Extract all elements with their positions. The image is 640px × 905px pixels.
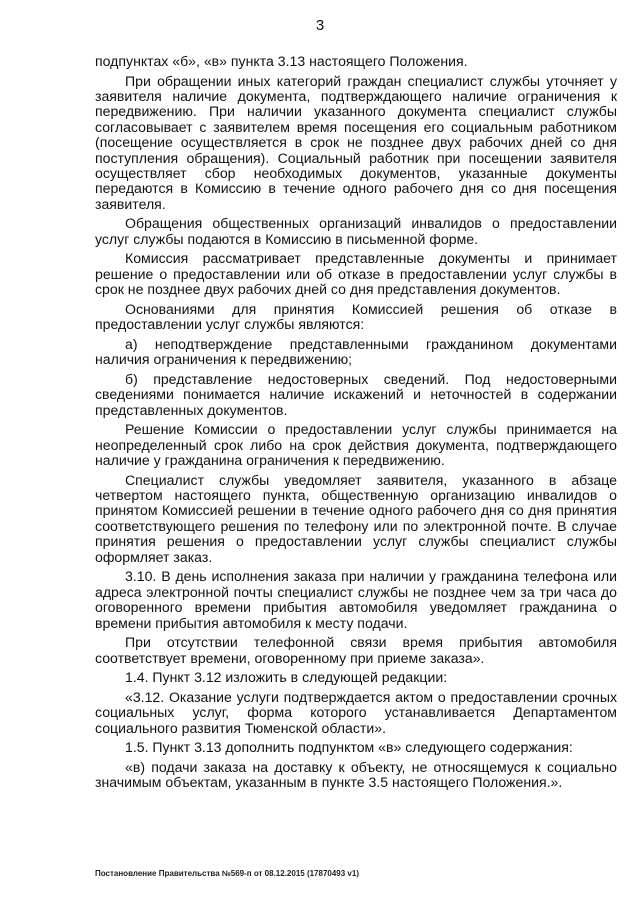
paragraph-notification: Специалист службы уведомляет заявителя, указанного в абзаце четвертом настоящего пункта, общественную организацию инвалидов о принятом Комиссией решении в течение одного рабочего дня со дня принятия соответствующего решения по телефону или по электронной почте. В случае принятия решения о предоставлении услуг службы специалист службы оформляет заказ. [95,471,617,565]
paragraph-subpoint-v: «в) подачи заказа на доставку к объекту, не относящемуся к социально значимым объектам, указанным в пункте 3.5 настоящего Положения.». [95,758,617,791]
document-footer: Постановление Правительства №569-п от 08.12.2015 (17870493 v1) [95,869,359,878]
paragraph-ground-a: а) неподтверждение представленными гражданином документами наличия ограничения к передвижению; [95,335,617,368]
paragraph-other-categories: При обращении иных категорий граждан специалист службы уточняет у заявителя наличие документа, подтверждающего наличие ограничения к передвижению. При наличии указанного документа специалист службы согласовывает с заявителем время посещения его социальным работником (посещение осуществляется в срок не позднее двух рабочих дней со дня поступления обращения). Социальный работник при посещении заявителя осуществляет сбор необходимых документов, указанные документы передаются в Комиссию в течение одного рабочего дня со дня посещения заявителя. [95,72,617,212]
paragraph-refusal-grounds: Основаниями для принятия Комиссией решения об отказе в предоставлении услуг службы являются: [95,300,617,333]
paragraph-ground-b: б) представление недостоверных сведений. Под недостоверными сведениями понимается наличие искажений и неточностей в содержании представленных документов. [95,370,617,418]
paragraph-continuation: подпунктах «б», «в» пункта 3.13 настоящего Положения. [95,53,468,69]
paragraph-3-12: «3.12. Оказание услуги подтверждается актом о предоставлении срочных социальных услуг, форма которого устанавливается Департаментом социального развития Тюменской области». [95,688,617,736]
paragraph-commission-review: Комиссия рассматривает представленные документы и принимает решение о предоставлении или об отказе в предоставлении услуг службы в срок не позднее двух рабочих дней со дня представления документов. [95,250,617,298]
page-number: 3 [315,17,325,34]
paragraph-1-4: 1.4. Пункт 3.12 изложить в следующей редакции: [125,669,448,686]
document-body [95,54,617,795]
paragraph-public-organizations: Обращения общественных организаций инвалидов о предоставлении услуг службы подаются в Комиссию в письменной форме. [95,215,617,247]
paragraph-1-5: 1.5. Пункт 3.13 дополнить подпунктом «в» следующего содержания: [125,739,573,756]
paragraph-3-10: 3.10. В день исполнения заказа при наличии у гражданина телефона или адреса электронной почты специалист службы не позднее чем за три часа до оговоренного времени прибытия автомобиля уведомляет гражданина о времени прибытия автомобиля к месту подачи. [95,568,617,631]
paragraph-decision-term: Решение Комиссии о предоставлении услуг службы принимается на неопределенный срок либо на срок действия документа, подтверждающего наличие у гражданина ограничения к передвижению. [95,421,617,469]
paragraph-no-phone: При отсутствии телефонной связи время прибытия автомобиля соответствует времени, оговоренному при приеме заказа». [95,634,617,666]
